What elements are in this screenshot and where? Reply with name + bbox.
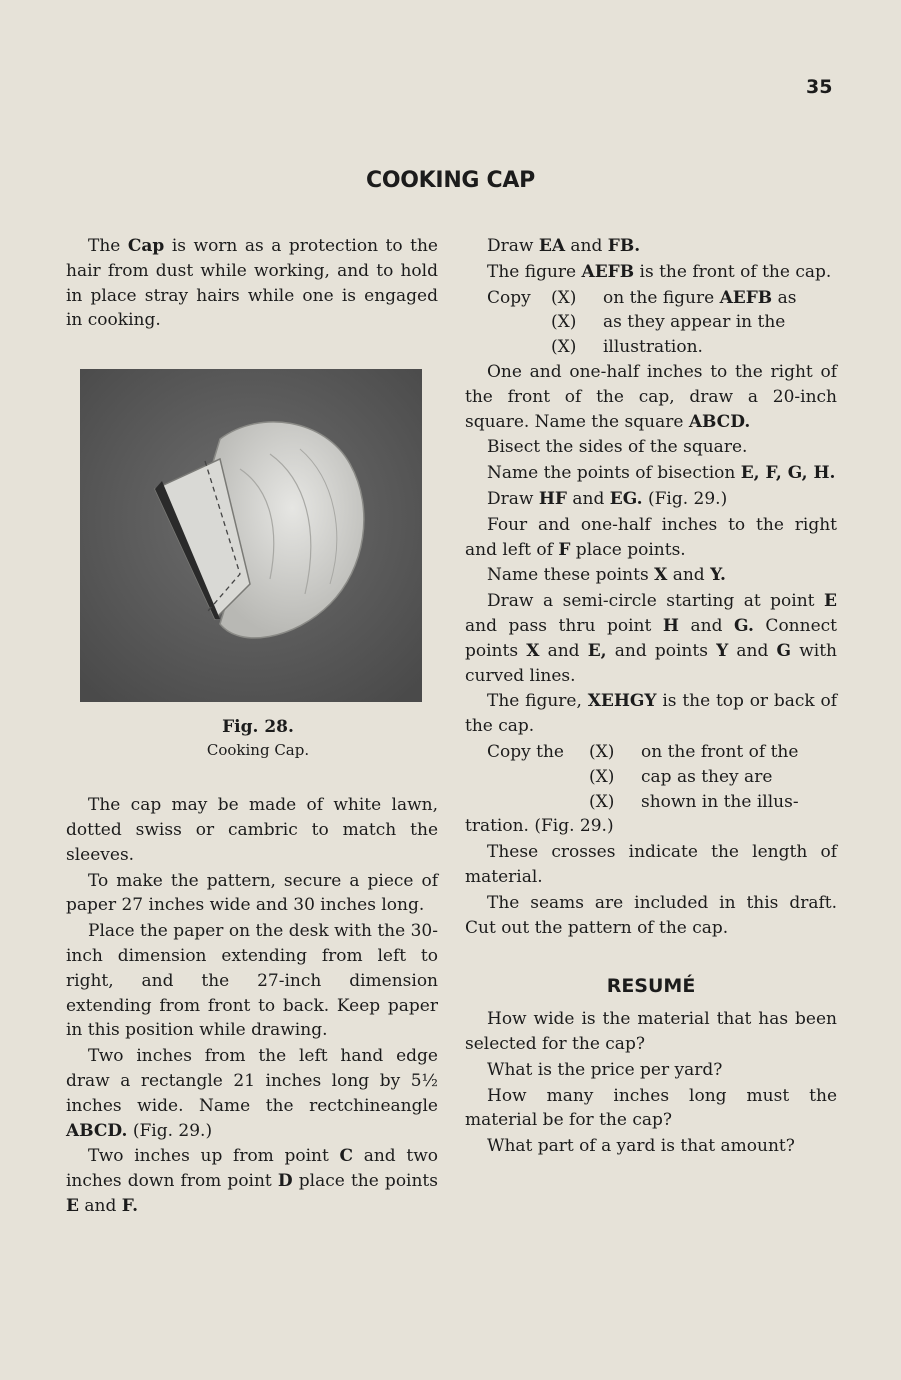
cross-mark: (X) — [589, 791, 615, 812]
resume-question: How many inches long must the material be for the cap? — [465, 1085, 837, 1131]
top-back-paragraph: The figure, XEHGY is the top or back of the cap. — [465, 691, 837, 737]
square-paragraph: One and one-half inches to the right of the front of the cap, draw a 20-inch square. Name the square ABCD. — [465, 361, 837, 432]
copy-marks-cap: Copy the (X) on the front of the (X) cap as they are (X) shown in the illus- — [465, 740, 837, 814]
front-figure: The figure AEFB is the front of the cap. — [487, 261, 832, 282]
cooking-cap-photo — [80, 369, 422, 702]
draw-hf-eg: Draw HF and EG. (Fig. 29.) — [487, 488, 728, 509]
left-column — [66, 234, 438, 1220]
cross-mark: (X) — [551, 337, 577, 358]
material-paragraph: The cap may be made of white lawn, dotted swiss or cambric to match the sleeves. — [66, 795, 438, 865]
figure-title: Cooking Cap. — [206, 741, 310, 760]
name-points-paragraph: Name the points of bisection E, F, G, H. — [487, 463, 836, 484]
place-points-paragraph: Four and one-half inches to the right and left of F place points. — [465, 514, 837, 560]
cooking-cap-illustration — [80, 369, 422, 702]
rectangle-paragraph: Two inches from the left hand edge draw a rectangle 21 inches long by 5½ inches wide. Name the rectchineangle ABCD. (Fig. 29.) — [66, 1046, 438, 1141]
figure-number: Fig. 28. — [222, 717, 294, 738]
resume-heading: RESUMÉ — [606, 975, 696, 998]
resume-question: What part of a yard is that amount? — [487, 1136, 795, 1157]
resume-question: How wide is the material that has been selected for the cap? — [465, 1009, 837, 1054]
points-paragraph: Two inches up from point C and two inches down from point D place the points E and F. — [66, 1146, 438, 1216]
right-column — [465, 234, 837, 1160]
illustration-tail: tration. (Fig. 29.) — [465, 816, 614, 837]
cross-mark: (X) — [589, 766, 615, 787]
semicircle-paragraph: Draw a semi-circle starting at point E and pass thru point H and G. Connect points X and E, and points Y and G with curved lines. — [465, 591, 837, 686]
name-xy-paragraph: Name these points X and Y. — [487, 565, 726, 586]
draw-ea-fb: Draw EA and FB. — [487, 236, 641, 256]
figure-caption — [78, 715, 438, 761]
cross-mark: (X) — [551, 287, 577, 308]
seams-paragraph: The seams are included in this draft. Cut out the pattern of the cap. — [465, 892, 837, 938]
resume-question: What is the price per yard? — [487, 1059, 723, 1080]
intro-paragraph: The Cap is worn as a protection to the hair from dust while working, and to hold in place stray hairs while one is engaged in cooking. — [66, 236, 438, 331]
placement-paragraph: Place the paper on the desk with the 30-inch dimension extending from left to right, and the 27-inch dimension extending from front to back. Keep paper in this position while drawing. — [66, 921, 438, 1041]
page-title: COOKING CAP — [366, 168, 535, 193]
copy-marks-front: Copy (X) on the figure AEFB as (X) as they appear in the (X) illustration. — [465, 286, 837, 360]
paper-paragraph: To make the pattern, secure a piece of paper 27 inches wide and 30 inches long. — [66, 870, 438, 916]
cross-mark: (X) — [589, 741, 615, 762]
bisect-paragraph: Bisect the sides of the square. — [487, 437, 748, 458]
cross-mark: (X) — [551, 312, 577, 333]
page-number: 35 — [806, 76, 833, 98]
crosses-paragraph: These crosses indicate the length of material. — [465, 842, 837, 887]
